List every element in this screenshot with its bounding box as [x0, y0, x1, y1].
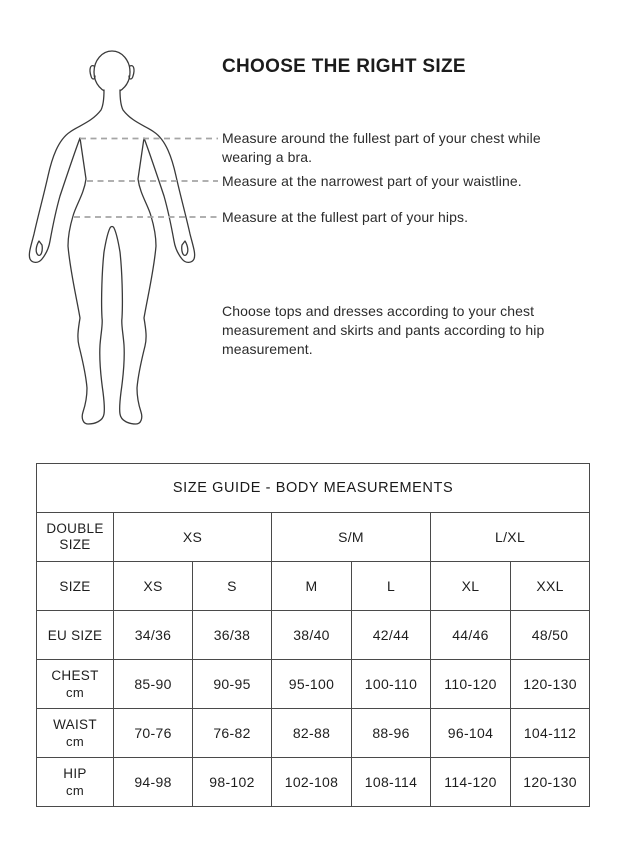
eu-size-label: EU SIZE	[37, 611, 114, 660]
size-cell: S	[193, 562, 272, 611]
double-size-label: DOUBLE SIZE	[37, 513, 114, 562]
chest-row	[37, 660, 590, 709]
chest-cell: 90-95	[193, 660, 272, 709]
size-cell: M	[272, 562, 352, 611]
eu-size-cell: 34/36	[114, 611, 193, 660]
size-cell: XL	[431, 562, 511, 611]
hip-cell: 114-120	[431, 758, 511, 807]
sizing-note: Choose tops and dresses according to your chest measurement and skirts and pants according to hip measurement.	[222, 303, 545, 357]
waist-cell: 70-76	[114, 709, 193, 758]
double-size-cell-xs: XS	[114, 513, 272, 562]
waist-row	[37, 709, 590, 758]
waist-cell: 76-82	[193, 709, 272, 758]
waist-label: WAIST cm	[37, 709, 114, 758]
eu-size-cell: 44/46	[431, 611, 511, 660]
size-cell: XXL	[511, 562, 590, 611]
size-guide-table	[36, 463, 590, 807]
chest-instruction: Measure around the fullest part of your chest while wearing a bra.	[222, 130, 541, 165]
chest-cell: 120-130	[511, 660, 590, 709]
double-size-row	[37, 513, 590, 562]
waist-instruction: Measure at the narrowest part of your waistline.	[222, 173, 522, 189]
double-size-cell-lxl: L/XL	[431, 513, 590, 562]
size-cell: XS	[114, 562, 193, 611]
page-title: CHOOSE THE RIGHT SIZE	[222, 56, 466, 77]
waist-cell: 96-104	[431, 709, 511, 758]
size-cell: L	[352, 562, 431, 611]
chest-cell: 110-120	[431, 660, 511, 709]
female-body-outline	[29, 51, 194, 424]
eu-size-cell: 36/38	[193, 611, 272, 660]
hip-cell: 98-102	[193, 758, 272, 807]
chest-cell: 95-100	[272, 660, 352, 709]
eu-size-cell: 42/44	[352, 611, 431, 660]
eu-size-cell: 38/40	[272, 611, 352, 660]
figure-head	[94, 51, 130, 93]
waist-cell: 88-96	[352, 709, 431, 758]
hip-cell: 120-130	[511, 758, 590, 807]
waist-cell: 104-112	[511, 709, 590, 758]
hip-label: HIP cm	[37, 758, 114, 807]
hip-instruction: Measure at the fullest part of your hips.	[222, 209, 469, 225]
hip-cell: 108-114	[352, 758, 431, 807]
figure-body	[29, 90, 194, 424]
waist-cell: 82-88	[272, 709, 352, 758]
eu-size-cell: 48/50	[511, 611, 590, 660]
table-title: SIZE GUIDE - BODY MEASUREMENTS	[37, 464, 590, 513]
table-title-row	[37, 464, 590, 513]
size-row	[37, 562, 590, 611]
hip-cell: 102-108	[272, 758, 352, 807]
chest-cell: 85-90	[114, 660, 193, 709]
eu-size-row	[37, 611, 590, 660]
chest-label: CHEST cm	[37, 660, 114, 709]
size-label: SIZE	[37, 562, 114, 611]
hip-row	[37, 758, 590, 807]
hip-cell: 94-98	[114, 758, 193, 807]
double-size-cell-sm: S/M	[272, 513, 431, 562]
chest-cell: 100-110	[352, 660, 431, 709]
